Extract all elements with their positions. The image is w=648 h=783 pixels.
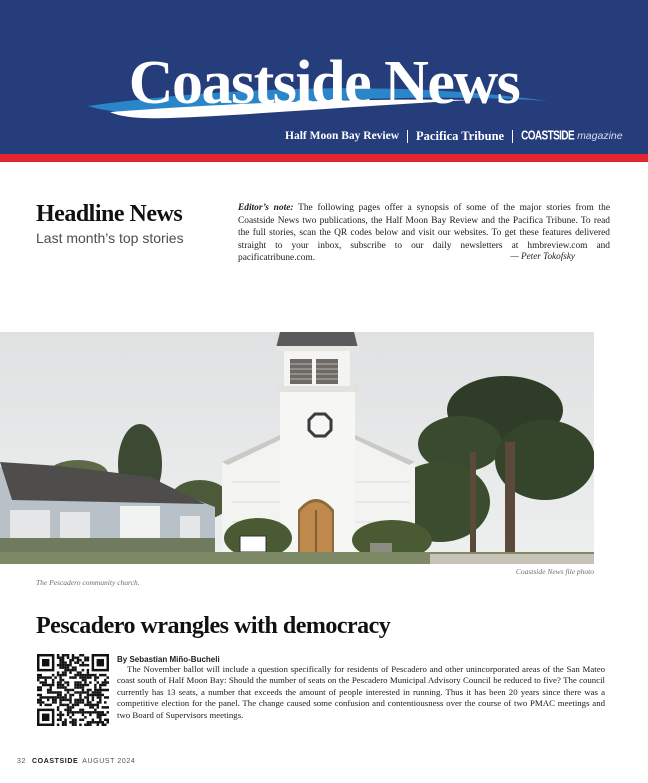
editor-note-lead: Editor’s note: — [238, 203, 294, 213]
folio-issue: AUGUST 2024 — [82, 758, 136, 765]
section-title: Headline News — [36, 201, 183, 227]
folio-brand: COASTSIDE — [32, 758, 79, 765]
masthead — [0, 0, 648, 154]
coastside-wordmark: COASTSIDE — [521, 129, 575, 144]
article-byline: By Sebastian Miño-Bucheli — [117, 655, 220, 664]
section-subtitle: Last month’s top stories — [36, 230, 184, 246]
publication-coastside-magazine[interactable] — [521, 130, 622, 142]
divider — [512, 130, 513, 143]
publication-hmb-review[interactable]: Half Moon Bay Review — [285, 130, 400, 142]
page-folio — [17, 758, 135, 765]
photo-credit: Coastside News file photo — [515, 567, 594, 576]
qr-code-icon[interactable] — [37, 654, 109, 726]
editor-signature: — Peter Tokofsky — [510, 251, 575, 261]
photo-caption: The Pescadero community church. — [36, 578, 140, 587]
masthead-title: Coastside News — [128, 49, 520, 117]
article-body: The November ballot will include a question specifically for residents of Pescadero and other unincorporated areas of the San Mateo coast south of Half Moon Bay: Should the number of seats on the Pescadero Municipal Advisory Council be reduced to five? The council currently has 13 seats, a number that exceeds the amount of people interested in running. Thus it has been 20 years since there was a competitive election for the panel. The change caused some confusion and contentiousness over the course of two PMAC meetings and two Board of Supervisors meetings. — [117, 664, 605, 720]
church-photo — [0, 332, 594, 564]
page-number: 32 — [17, 758, 26, 765]
editor-note-text: The following pages offer a synopsis of some of the major stories from the Coastside News two publications, the Half Moon Bay Review and the Pacifica Tribune. To read the full stories, scan the QR codes below and visit our websites. To get these features delivered straight to your inbox, subscribe to our daily newsletters at hmbreview.com and pacificatribune.com. — [238, 203, 610, 264]
article-headline: Pescadero wrangles with democracy — [36, 613, 391, 639]
publications-line — [285, 128, 623, 144]
divider — [407, 130, 408, 143]
publication-pacifica-tribune[interactable]: Pacifica Tribune — [416, 128, 505, 143]
magazine-label: magazine — [577, 130, 623, 142]
red-accent-bar — [0, 154, 648, 162]
